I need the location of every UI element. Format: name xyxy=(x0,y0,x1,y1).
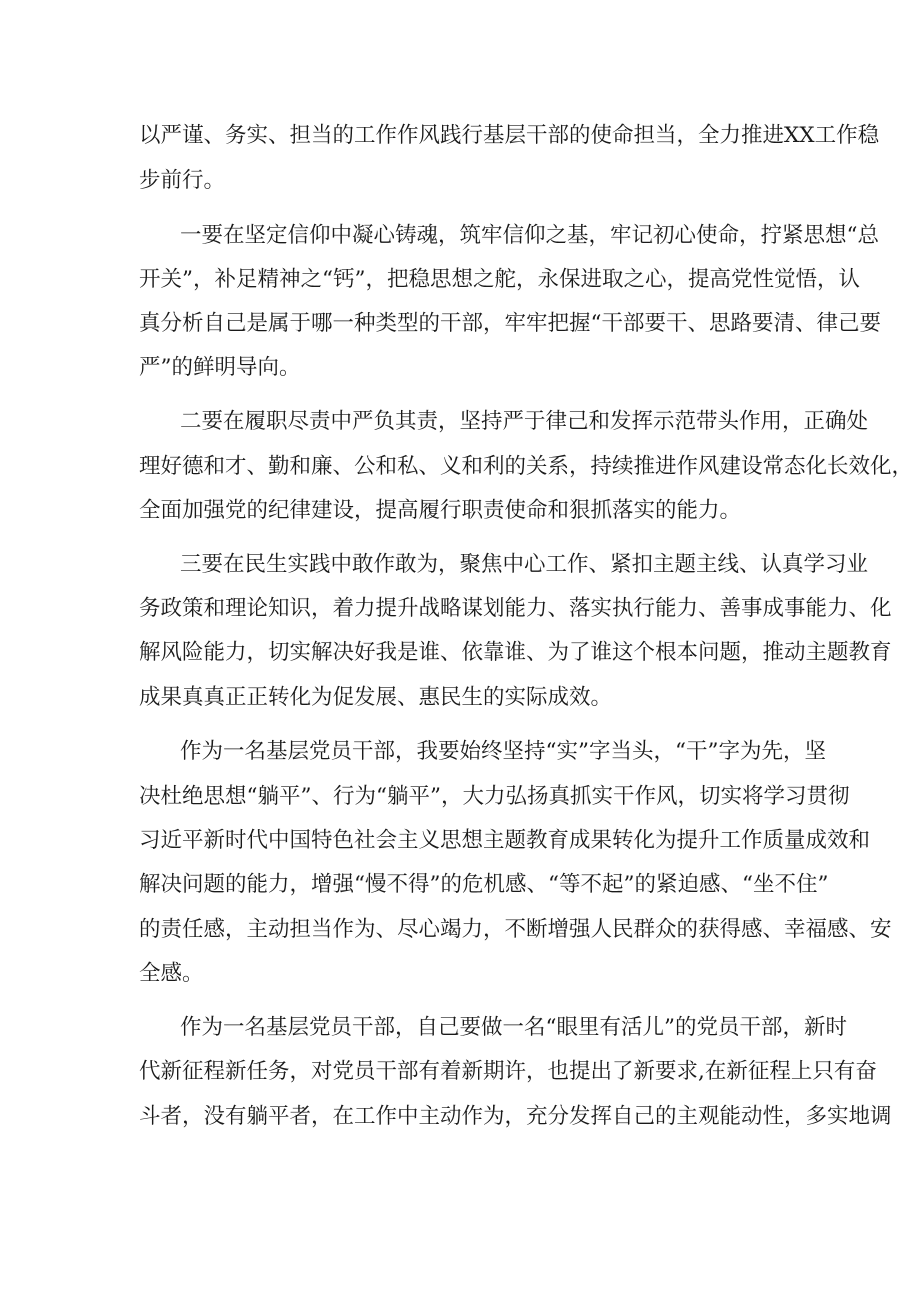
text-line: 代新征程新任务，对党员干部有着新期许，也提出了新要求,在新征程上只有奋 xyxy=(139,1059,877,1084)
text-line: 以严谨、务实、担当的工作作风践行基层干部的使命担当，全力推进XX工作稳 xyxy=(139,123,880,148)
paragraph-first-line: 三要在民生实践中敢作敢为，聚焦中心工作、紧扣主题主线、认真学习业 xyxy=(180,552,869,577)
text-line: 解风险能力，切实解决好我是谁、依靠谁、为了谁这个根本问题，推动主题教育 xyxy=(139,640,892,665)
text-line: 真分析自己是属于哪一种类型的干部，牢牢把握“干部要干、思路要清、律己要 xyxy=(139,311,881,336)
text-line: 习近平新时代中国特色社会主义思想主题教育成果转化为提升工作质量成效和 xyxy=(139,828,871,853)
text-line: 解决问题的能力，增强“慢不得”的危机感、“等不起”的紧迫感、“坐不住” xyxy=(139,872,829,897)
text-line: 严”的鲜明导向。 xyxy=(139,355,301,380)
text-line: 理好德和才、勤和廉、公和私、义和利的关系，持续推进作风建设常态化长效化， xyxy=(139,454,914,479)
text-line: 务政策和理论知识，着力提升战略谋划能力、落实执行能力、善事成事能力、化 xyxy=(139,596,892,621)
text-line: 决杜绝思想“躺平”、行为“躺平”，大力弘扬真抓实干作风，切实将学习贯彻 xyxy=(139,784,850,809)
text-line: 斗者，没有躺平者，在工作中主动作为，充分发挥自己的主观能动性，多实地调 xyxy=(139,1104,892,1129)
paragraph-first-line: 一要在坚定信仰中凝心铸魂，筑牢信仰之基，牢记初心使命，拧紧思想“总 xyxy=(180,223,879,248)
text-line: 全感。 xyxy=(139,961,204,986)
text-line: 开关”，补足精神之“钙”，把稳思想之舵，永保进取之心，提高党性觉悟，认 xyxy=(139,267,860,292)
paragraph-first-line: 二要在履职尽责中严负其责，坚持严于律己和发挥示范带头作用，正确处 xyxy=(180,409,869,434)
text-line: 的责任感，主动担当作为、尽心竭力，不断增强人民群众的获得感、幸福感、安 xyxy=(139,917,892,942)
text-line: 成果真真正正转化为促发展、惠民生的实际成效。 xyxy=(139,685,613,710)
text-line: 步前行。 xyxy=(139,168,226,193)
paragraph-first-line: 作为一名基层党员干部，自己要做一名“眼里有活儿”的党员干部，新时 xyxy=(180,1015,847,1040)
text-line: 全面加强党的纪律建设，提高履行职责使命和狠抓落实的能力。 xyxy=(139,498,742,523)
paragraph-first-line: 作为一名基层党员干部，我要始终坚持“实”字当头，“干”字为先，坚 xyxy=(180,739,826,764)
